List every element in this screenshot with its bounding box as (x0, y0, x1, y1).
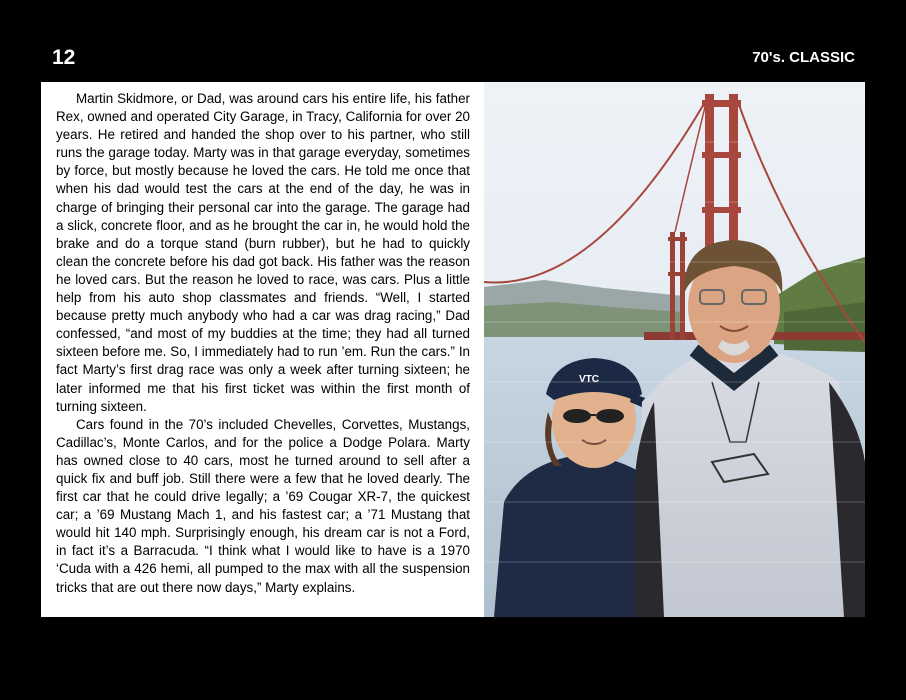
cap-logo-text: VTC (579, 374, 599, 385)
article-paragraph-2: Cars found in the 70’s included Chevelles, Corvettes, Mustangs, Cadillac’s, Monte Carlos, and for the police a Dodge Polara. Marty has owned close to 40 cars, most he turned around to sell after a quick fix and buff job. Still there were a few that he loved dearly. The first car that he could drive legally; a ’69 Cougar XR-7, the quickest car; a ’69 Mustang Mach 1, and his fastest car; a ’71 Mustang that would hit 140 mph. Surprisingly enough, his dream car is not a Ford, in fact it’s a Barracuda. “I think what I would like to have is a 1970 ‘Cuda with a 426 hemi, all pumped to the max with all the suspension tricks that are out there now days,” Marty explains. (56, 416, 470, 595)
section-title: 70's. CLASSIC (752, 49, 855, 66)
page-number: 12 (52, 46, 76, 69)
photo-golden-gate-couple (484, 82, 865, 617)
article-body (41, 82, 484, 617)
article-spread (41, 82, 865, 617)
article-paragraph-1: Martin Skidmore, or Dad, was around cars his entire life, his father Rex, owned and operated City Garage, in Tracy, California for over 20 years. He retired and handed the shop over to his partner, who still runs the garage today. Marty was in that garage everyday, sometimes by force, but mostly because he loved the cars. He told me once that when his dad would test the cars at the end of the day, he was in charge of bringing their personal car into the garage. The garage had a slick, concrete floor, and as he brought the car in, he would hold the brake and do a torque stand (burn rubber), but he had to quickly clean the concrete before his dad got back. His father was the reason he loved cars. But the reason he loved to race, was cars. Plus a little help from his auto shop classmates and friends. “Well, I started because pretty much anybody who had a car was drag racing,” Dad confessed, “and most of my buddies at the time; they had all turned sixteen before me. So, I immediately had to run ’em. Run the cars.” In fact Marty’s first drag race was only a week after turning sixteen; he later informed me that his first ticket was within the first month of turning sixteen. (56, 91, 470, 414)
